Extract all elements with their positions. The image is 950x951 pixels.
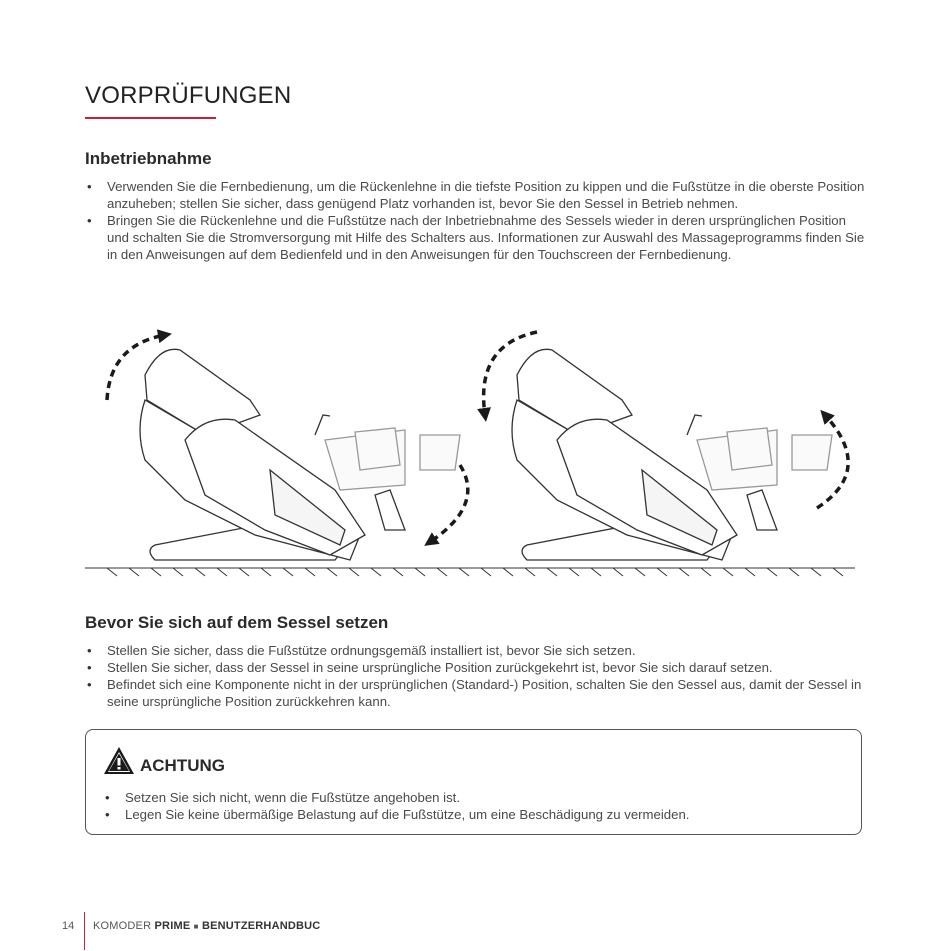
- footer-title: [93, 920, 320, 932]
- page-footer: [0, 912, 950, 950]
- footer-product: PRIME: [154, 920, 191, 932]
- chair-illustration: [85, 320, 855, 585]
- list-item: • Setzen Sie sich nicht, wenn die Fußstütze angehoben ist.: [103, 789, 843, 806]
- footer-divider: [84, 912, 85, 950]
- section-heading-inbetriebnahme: Inbetriebnahme: [85, 149, 212, 168]
- page-title: VORPRÜFUNGEN: [85, 82, 292, 109]
- warning-triangle-icon: [103, 746, 135, 780]
- footer-manual: BENUTZERHANDBUC: [201, 920, 321, 932]
- list-item: • Verwenden Sie die Fernbedienung, um die Rückenlehne in die tiefste Position zu kippen und die Fußstütze in die oberste Position anzuheben; stellen Sie sicher, dass genügend Platz vorhanden ist, bevor Sie den Sessel in Betrieb nehmen.: [85, 178, 865, 212]
- list-item: • Legen Sie keine übermäßige Belastung auf die Fußstütze, um eine Beschädigung zu vermeiden.: [103, 806, 843, 823]
- warning-title: ACHTUNG: [140, 756, 225, 775]
- list-item: • Bringen Sie die Rückenlehne und die Fußstütze nach der Inbetriebnahme des Sessels wieder in deren ursprünglichen Position und schalten Sie die Stromversorgung mit Hilfe des Schalters aus. Informationen zur Auswahl des Massageprogramms finden Sie in den Anweisungen auf dem Bedienfeld und in den Anweisungen für den Touchscreen der Fernbedienung.: [85, 212, 865, 263]
- section-heading-before-sitting: Bevor Sie sich auf dem Sessel setzen: [85, 613, 389, 632]
- massage-chair-return-icon: [512, 349, 832, 560]
- footer-brand: KOMODER: [93, 920, 152, 932]
- title-underline: [85, 117, 216, 119]
- page-number: 14: [62, 920, 75, 932]
- massage-chair-recline-icon: [140, 349, 460, 560]
- list-item: • Stellen Sie sicher, dass die Fußstütze ordnungsgemäß installiert ist, bevor Sie sich setzen.: [85, 642, 865, 659]
- warning-list: [103, 789, 843, 823]
- before-sitting-list: [85, 642, 865, 710]
- list-item: • Stellen Sie sicher, dass der Sessel in seine ursprüngliche Position zurückgekehrt ist, bevor Sie sich darauf setzen.: [85, 659, 865, 676]
- floor-hatch: [85, 568, 855, 576]
- warning-box: [85, 729, 862, 835]
- warning-header: [103, 746, 225, 780]
- footer-separator: ■: [193, 922, 199, 931]
- inbetriebnahme-list: [85, 178, 865, 263]
- list-item: • Befindet sich eine Komponente nicht in der ursprünglichen (Standard-) Position, schalten Sie den Sessel aus, damit der Sessel in seine ursprüngliche Position zurückkehren kann.: [85, 676, 865, 710]
